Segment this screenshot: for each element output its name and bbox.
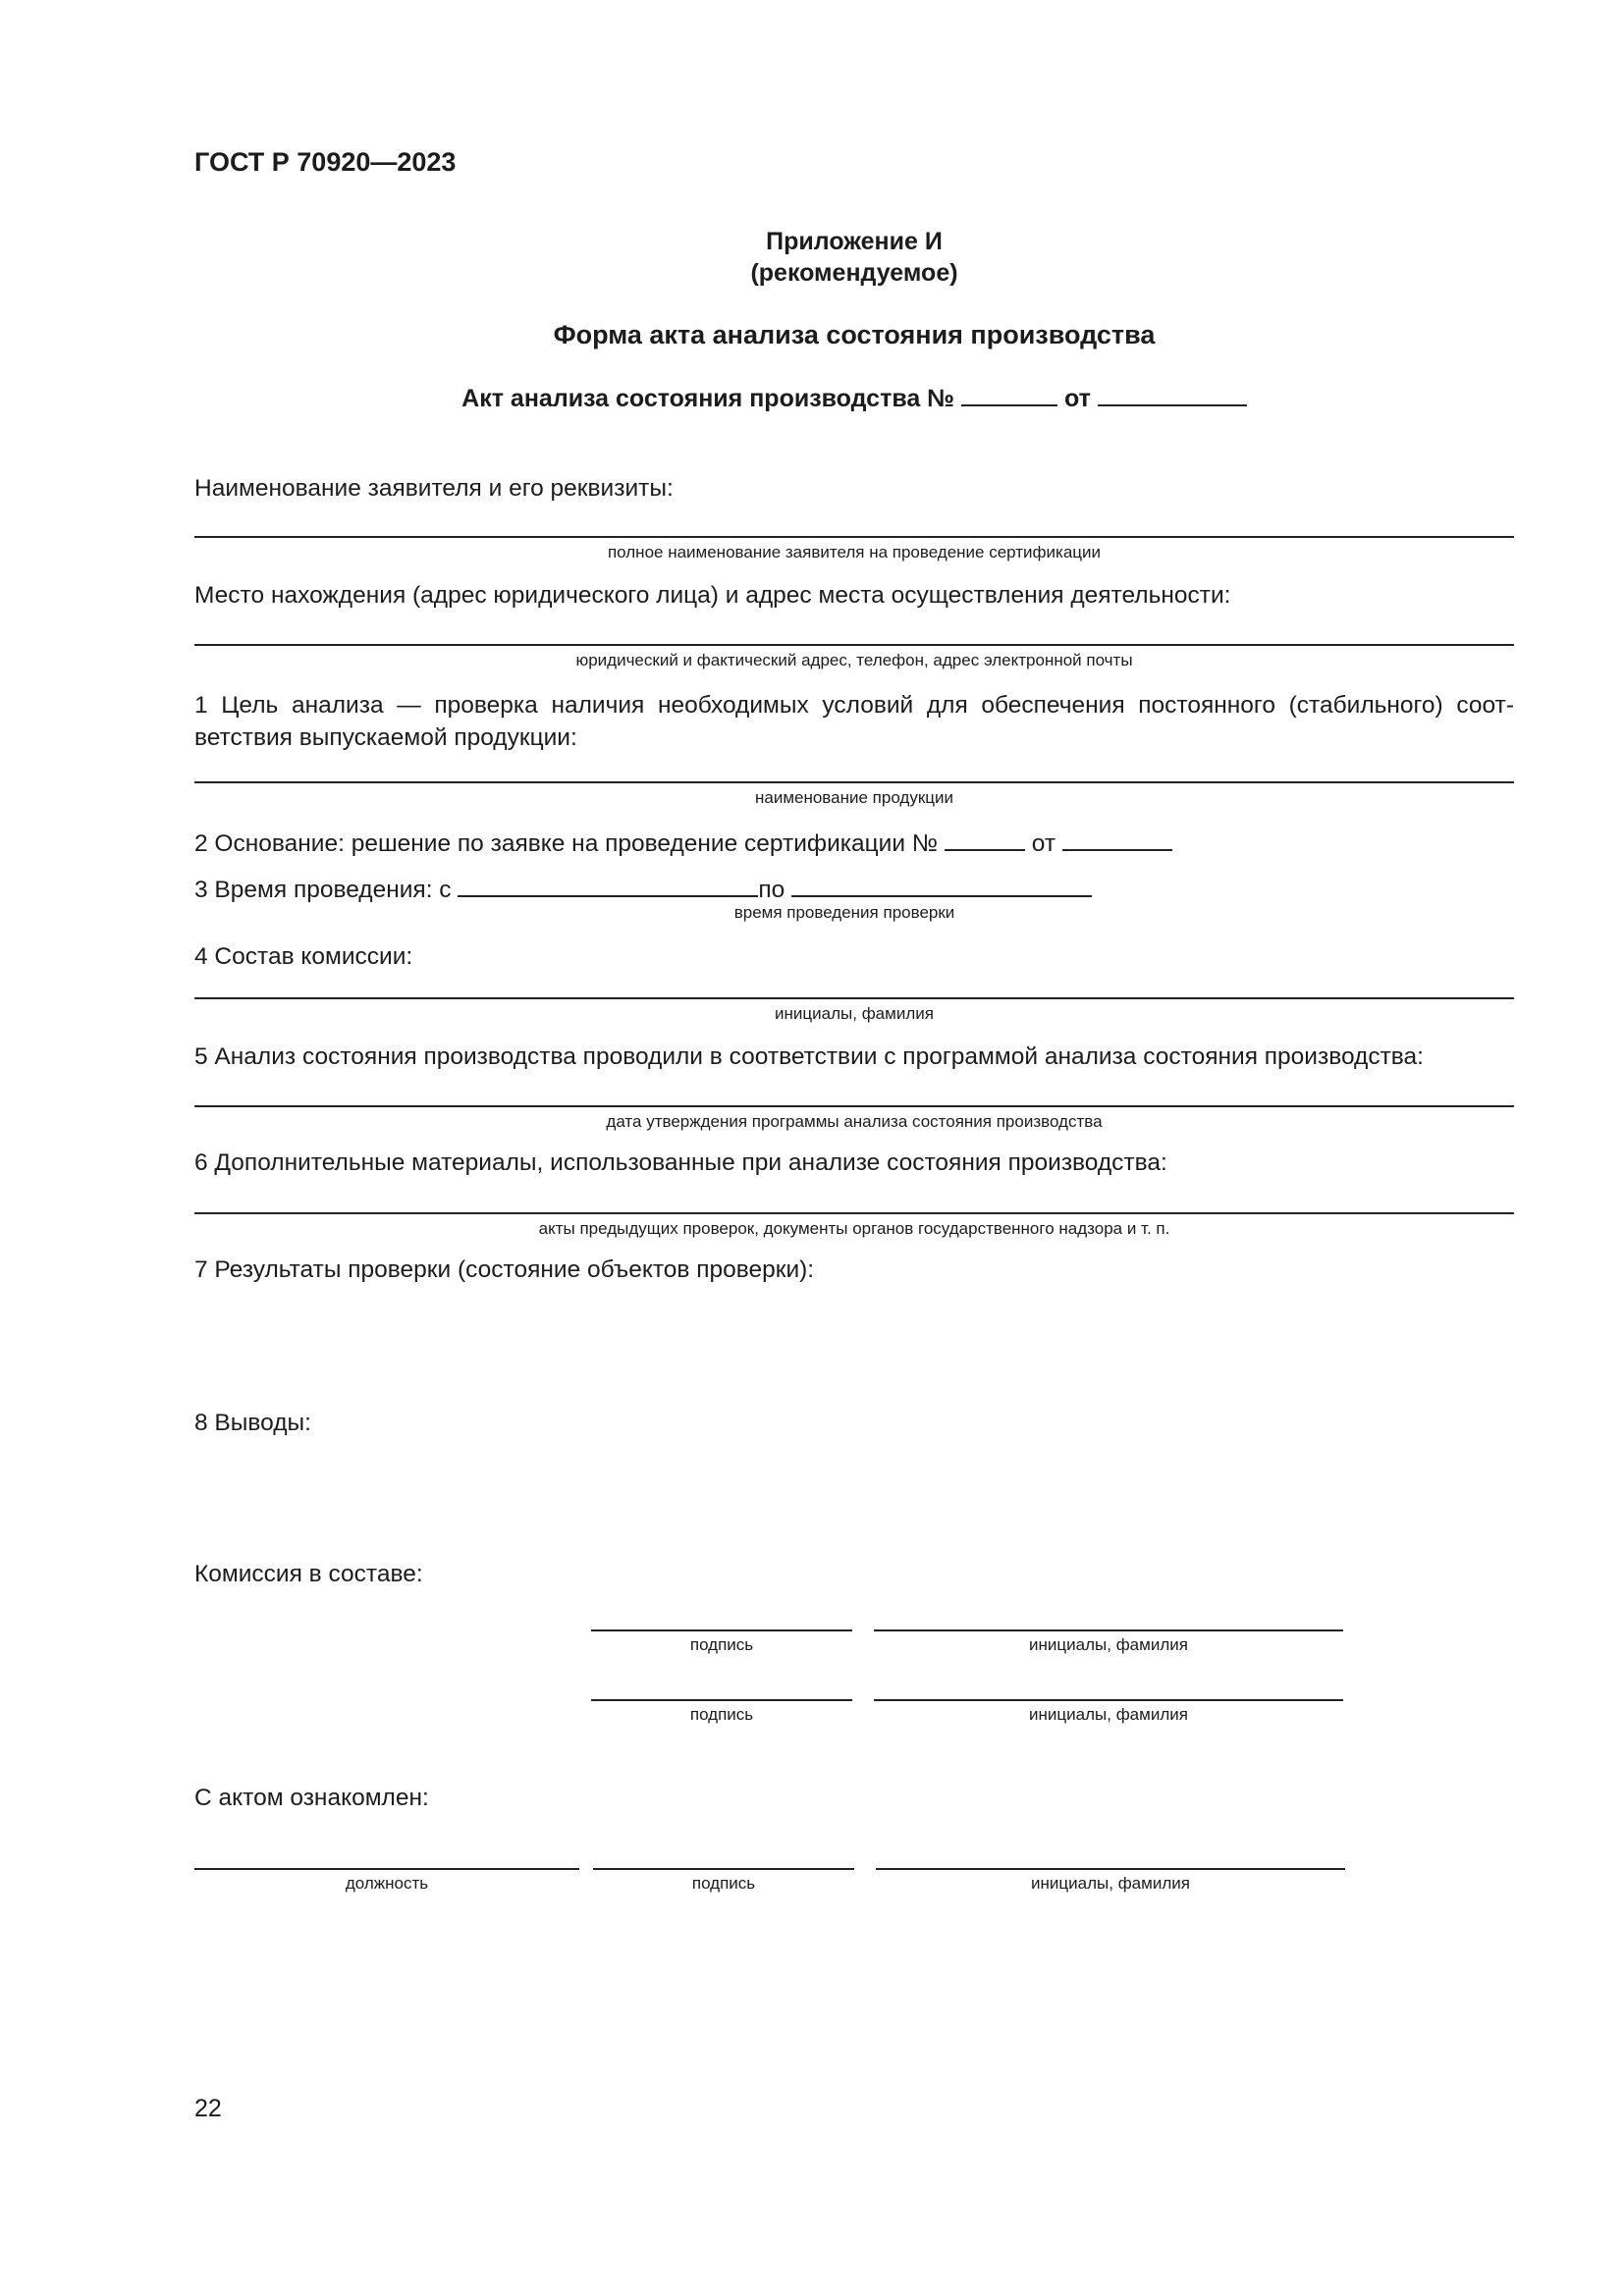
commission-signature-2-caption: подпись bbox=[689, 1705, 754, 1724]
time-end-field[interactable] bbox=[791, 874, 1092, 897]
acquainted-signature-caption: подпись bbox=[691, 1874, 756, 1893]
applicant-field[interactable] bbox=[194, 536, 1514, 538]
time-to: по bbox=[758, 877, 785, 903]
program-caption: дата утверждения программы анализа состояния производства bbox=[606, 1112, 1103, 1131]
acquainted-name-caption: инициалы, фамилия bbox=[1031, 1874, 1190, 1893]
commission-name-2-field[interactable] bbox=[874, 1699, 1343, 1701]
commission-name-1-caption: инициалы, фамилия bbox=[1029, 1635, 1188, 1654]
location-field[interactable] bbox=[194, 644, 1514, 646]
location-caption: юридический и фактический адрес, телефон, адрес электронной почты bbox=[575, 651, 1133, 669]
acquainted-signature-field[interactable] bbox=[593, 1868, 854, 1870]
goal-label: 1 Цель анализа — проверка наличия необходимых условий для обеспечения постоянного (стабильного) соот-ветствия выпускаемой продукции: bbox=[194, 692, 1514, 751]
act-from: от bbox=[1063, 385, 1091, 412]
results-area[interactable] bbox=[194, 1296, 1514, 1394]
results-label: 7 Результаты проверки (состояние объектов проверки): bbox=[194, 1256, 815, 1283]
page-number: 22 bbox=[194, 2095, 222, 2122]
materials-field[interactable] bbox=[194, 1212, 1514, 1214]
time-row bbox=[194, 874, 1092, 904]
acquainted-position-field[interactable] bbox=[194, 1868, 579, 1870]
commission-signature-1-field[interactable] bbox=[591, 1629, 852, 1631]
basis-row bbox=[194, 828, 1172, 858]
appendix-title: Приложение И bbox=[766, 228, 943, 255]
location-label: Место нахождения (адрес юридического лица) и адрес места осуществления деятельности: bbox=[194, 582, 1231, 609]
commission-signature-2-field[interactable] bbox=[591, 1699, 852, 1701]
appendix-type: (рекомендуемое) bbox=[750, 259, 958, 287]
basis-from: от bbox=[1031, 830, 1056, 857]
act-date-field[interactable] bbox=[1098, 383, 1247, 406]
time-label: 3 Время проведения: с bbox=[194, 877, 452, 903]
commission-name-1-field[interactable] bbox=[874, 1629, 1343, 1631]
commission-field[interactable] bbox=[194, 997, 1514, 999]
time-caption: время проведения проверки bbox=[733, 903, 955, 922]
acquainted-name-field[interactable] bbox=[876, 1868, 1345, 1870]
goal-field[interactable] bbox=[194, 781, 1514, 783]
commission-caption: инициалы, фамилия bbox=[775, 1004, 934, 1023]
program-field[interactable] bbox=[194, 1105, 1514, 1107]
form-title: Форма акта анализа состояния производства bbox=[553, 320, 1156, 349]
acquainted-label: С актом ознакомлен: bbox=[194, 1785, 429, 1811]
applicant-caption: полное наименование заявителя на проведение сертификации bbox=[607, 543, 1102, 561]
conclusions-area[interactable] bbox=[194, 1449, 1514, 1547]
goal-caption: наименование продукции bbox=[754, 788, 953, 807]
time-start-field[interactable] bbox=[458, 874, 758, 897]
conclusions-label: 8 Выводы: bbox=[194, 1410, 311, 1436]
acquainted-position-caption: должность bbox=[345, 1874, 429, 1893]
doc-code: ГОСТ Р 70920—2023 bbox=[194, 147, 457, 177]
commission-name-2-caption: инициалы, фамилия bbox=[1029, 1705, 1188, 1724]
basis-label: 2 Основание: решение по заявке на проведение сертификации № bbox=[194, 830, 939, 857]
basis-date-field[interactable] bbox=[1062, 828, 1172, 851]
materials-label: 6 Дополнительные материалы, использованные при анализе состояния производства: bbox=[194, 1149, 1167, 1176]
act-title-row bbox=[194, 383, 1514, 413]
act-number-field[interactable] bbox=[961, 383, 1057, 406]
commission-signature-1-caption: подпись bbox=[689, 1635, 754, 1654]
applicant-label: Наименование заявителя и его реквизиты: bbox=[194, 475, 674, 502]
program-label: 5 Анализ состояния производства проводили в соответствии с программой анализа состояния производства: bbox=[194, 1043, 1424, 1070]
commission-label: 4 Состав комиссии: bbox=[194, 943, 413, 970]
basis-number-field[interactable] bbox=[945, 828, 1025, 851]
materials-caption: акты предыдущих проверок, документы органов государственного надзора и т. п. bbox=[538, 1219, 1170, 1238]
commission-signatures-label: Комиссия в составе: bbox=[194, 1561, 423, 1587]
act-title: Акт анализа состояния производства № bbox=[461, 385, 955, 412]
